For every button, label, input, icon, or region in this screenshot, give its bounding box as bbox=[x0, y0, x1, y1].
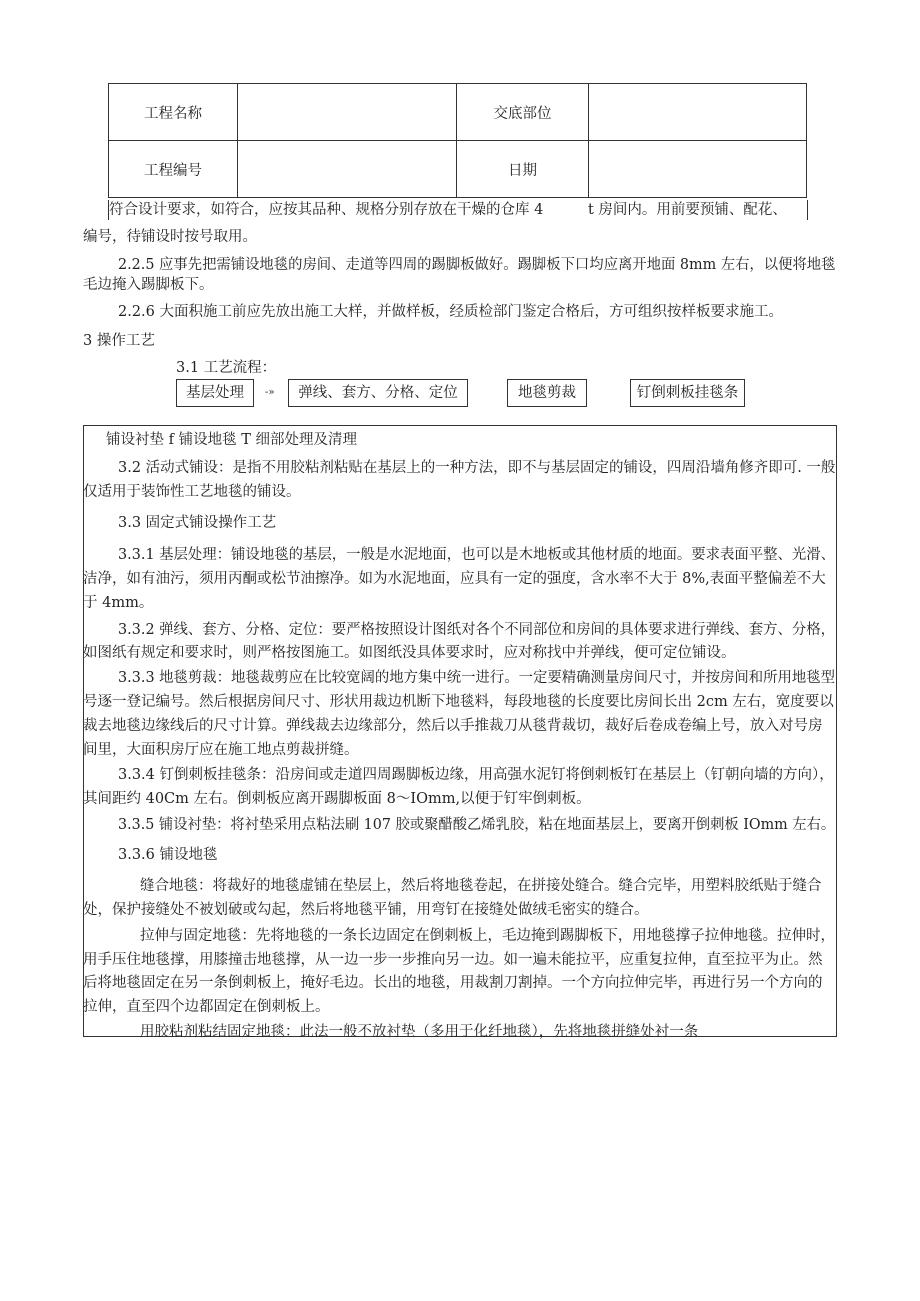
text-line: 用手压住地毯撑，用膝撞击地毯撑，从一边一步一步推向另一边。如一遍未能拉平，应重复拉伸，直至拉平为止。然 bbox=[83, 952, 823, 968]
text-line: 用胶粘剂粘结固定地毯：此法一般不放衬垫（多用于化纤地毯），先将地毯拼缝处衬一条 bbox=[140, 1024, 699, 1040]
handover-part-label: 交底部位 bbox=[457, 84, 589, 141]
text-line: 3.2 活动式铺设：是指不用胶粘剂粘贴在基层上的一种方法，即不与基层固定的铺设，四周沿墙角修齐即可. 一般 bbox=[118, 460, 836, 476]
text-line: 裁去地毯边缘线后的尺寸计算。弹线裁去边缘部分，然后以手推裁刀从毯背裁切，裁好后卷成卷编上号，放入对号房 bbox=[83, 718, 823, 734]
text-line: 处，保护接缝处不被划破或勾起，然后将地毯平铺，用弯钉在接缝处做绒毛密实的缝合。 bbox=[83, 902, 649, 918]
text-line: 2.2.5 应事先把需铺设地毯的房间、走道等四周的踢脚板做好。踢脚板下口均应离开地面 8mm 左右，以便将地毯 bbox=[118, 257, 836, 273]
text-line: 3.3.3 地毯剪裁：地毯裁剪应在比较宽阔的地方集中统一进行。一定要精确测量房间尺寸，并按房间和所用地毯型 bbox=[118, 670, 835, 686]
project-name-label: 工程名称 bbox=[109, 84, 238, 141]
text-line: 缝合地毯：将裁好的地毯虚铺在垫层上，然后将地毯卷起，在拼接处缝合。缝合完毕，用塑料胶纸贴于缝合 bbox=[140, 878, 822, 894]
text-line: 间里，大面积房厅应在施工地点剪裁拼缝。 bbox=[83, 742, 359, 758]
table-row bbox=[109, 141, 807, 198]
flow-step-strip: 钉倒刺板挂毯条 bbox=[630, 379, 745, 407]
carry-over-right: t 房间内。用前要预铺、配花、 bbox=[588, 202, 787, 218]
text-line: 拉伸，直至四个边都固定在倒刺板上。 bbox=[83, 999, 330, 1015]
carry-over-left: 符合设计要求，如符合，应按其品种、规格分别存放在干燥的仓库 4 bbox=[109, 202, 544, 218]
project-name-value bbox=[238, 84, 457, 141]
flow-step-cut: 地毯剪裁 bbox=[507, 379, 587, 407]
text-line: 3.3.1 基层处理：铺设地毯的基层，一般是水泥地面，也可以是木地板或其他材质的地面。要求表面平整、光滑、 bbox=[118, 547, 835, 563]
carry-over-row bbox=[108, 200, 808, 220]
text-line: 后将地毯固定在另一条倒刺板上，掩好毛边。长出的地毯，用裁割刀割掉。一个方向拉伸完毕，再进行另一个方向的 bbox=[83, 975, 823, 991]
text-line: 其间距约 40Cm 左右。倒刺板应离开踢脚板面 8～IOmm,以便于钉牢倒刺板。 bbox=[83, 791, 591, 807]
text-line: 3.3.5 铺设衬垫：将衬垫采用点粘法刷 107 胶或聚醋酸乙烯乳胶，粘在地面基层上，要离开倒刺板 IOmm 左右。 bbox=[118, 817, 836, 833]
handover-part-value bbox=[589, 84, 807, 141]
text-line: 洁净，如有油污，须用丙酮或松节油擦净。如为水泥地面，应具有一定的强度，含水率不大于 8%,表面平整偏差不大 bbox=[83, 571, 826, 587]
flow-arrow: -» bbox=[265, 387, 275, 398]
text-line: 如图纸有规定和要求时，则严格按图施工。如图纸没具体要求时，应对称找中并弹线，便可定位铺设。 bbox=[83, 645, 736, 661]
date-label: 日期 bbox=[457, 141, 589, 198]
table-row bbox=[109, 84, 807, 141]
subsection-heading: 3.3 固定式铺设操作工艺 bbox=[118, 515, 277, 531]
project-info-table bbox=[108, 83, 807, 198]
flow-step-layout: 弹线、套方、分格、定位 bbox=[288, 379, 468, 407]
flow-continuation: 铺设衬垫 f 铺设地毯 T 细部处理及清理 bbox=[106, 432, 357, 448]
flow-step-base: 基层处理 bbox=[176, 379, 254, 407]
section-heading: 3 操作工艺 bbox=[83, 333, 155, 349]
text-line: 仅适用于装饰性工艺地毯的铺设。 bbox=[83, 484, 301, 500]
project-no-label: 工程编号 bbox=[109, 141, 238, 198]
project-no-value bbox=[238, 141, 457, 198]
text-line: 号逐一登记编号。然后根据房间尺寸、形状用裁边机断下地毯料，每段地毯的长度要比房间长出 2cm 左右，宽度要以 bbox=[83, 694, 834, 710]
text-line: 2.2.6 大面积施工前应先放出施工大样，并做样板，经质检部门鉴定合格后，方可组织按样板要求施工。 bbox=[118, 304, 783, 320]
text-line: 拉伸与固定地毯：先将地毯的一条长边固定在倒刺板上，毛边掩到踢脚板下，用地毯撑子拉伸地毯。拉伸时， bbox=[140, 928, 836, 944]
text-line: 毛边掩入踢脚板下。 bbox=[83, 277, 214, 293]
text-line: 3.3.4 钉倒刺板挂毯条：沿房间或走道四周踢脚板边缘，用高强水泥钉将倒刺板钉在基层上（钉朝向墙的方向）， bbox=[118, 767, 834, 783]
text-line: 3.3.2 弹线、套方、分格、定位：要严格按照设计图纸对各个不同部位和房间的具体要求进行弹线、套方、分格， bbox=[118, 622, 835, 638]
text-line: 于 4mm。 bbox=[83, 595, 154, 611]
subsection-heading: 3.3.6 铺设地毯 bbox=[118, 847, 218, 863]
subsection-heading: 3.1 工艺流程： bbox=[176, 360, 277, 376]
date-value bbox=[589, 141, 807, 198]
text-line: 编号，待铺设时按号取用。 bbox=[83, 229, 257, 245]
